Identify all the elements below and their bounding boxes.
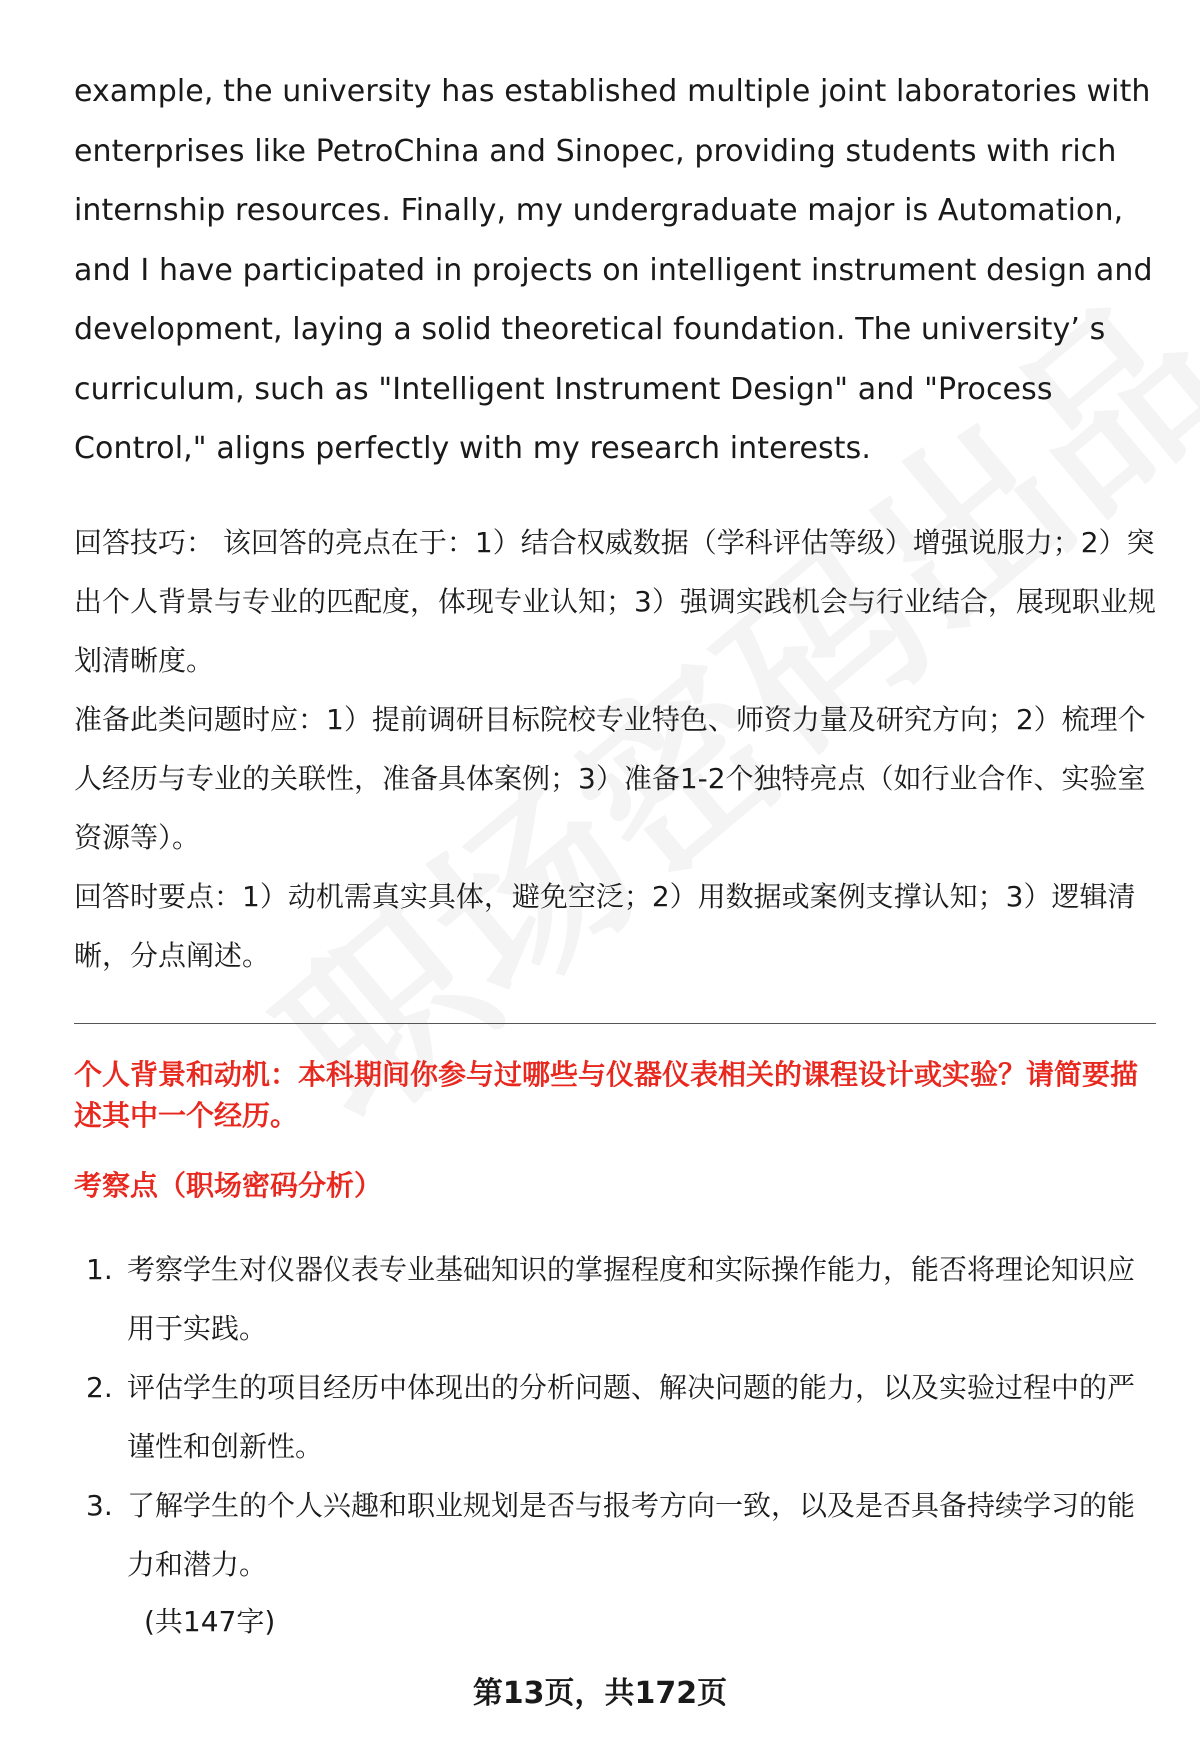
question-heading: 个人背景和动机：本科期间你参与过哪些与仪器仪表相关的课程设计或实验？请简要描述其中一个经历。 [74,1057,1139,1132]
list-item-number: 1. [86,1252,113,1286]
page-number-footer: 第13页，共172页 [472,1676,728,1711]
tips-paragraph-key-points: 回答时要点：1）动机需真实具体，避免空泛；2）用数据或案例支撑认知；3）逻辑清晰，分点阐述。 [74,879,1136,972]
list-item-number: 3. [86,1488,113,1522]
list-item-number: 2. [86,1370,113,1404]
answer-tips-block [74,513,1156,985]
document-page [74,62,1156,1644]
list-item-text: 评估学生的项目经历中体现出的分析问题、解决问题的能力，以及实验过程中的严谨性和创新性。 [127,1370,1136,1463]
tips-paragraph-preparation: 准备此类问题时应：1）提前调研目标院校专业特色、师资力量及研究方向；2）梳理个人经历与专业的关联性，准备具体案例；3）准备1-2个独特亮点（如行业合作、实验室资源等）。 [74,702,1146,854]
list-item [74,1358,1156,1476]
english-paragraph: example, the university has established multiple joint laboratories with enterprises like PetroChina and Sinopec, providing students with rich internship resources. Finally, my undergraduate major is Automation, and I have participated in projects on intelligent instrument design and development, laying a solid theoretical foundation. The university’ s curriculum, such as "Intelligent Instrument Design" and "Process Control," aligns perfectly with my research interests. [74,74,1153,466]
character-count: (共147字) [144,1604,276,1638]
assessment-points-title: 考察点（职场密码分析） [74,1168,383,1202]
list-item [74,1240,1156,1358]
list-item-text: 了解学生的个人兴趣和职业规划是否与报考方向一致，以及是否具备持续学习的能力和潜力。 [127,1488,1136,1581]
list-item-text: 考察学生对仪器仪表专业基础知识的掌握程度和实际操作能力，能否将理论知识应用于实践。 [127,1252,1136,1345]
tips-paragraph-answer-skills: 回答技巧： 该回答的亮点在于：1）结合权威数据（学科评估等级）增强说服力；2）突出个人背景与专业的匹配度，体现专业认知；3）强调实践机会与行业结合，展现职业规划清晰度。 [74,525,1156,677]
list-item [74,1476,1156,1594]
assessment-points-list [74,1240,1156,1594]
section-divider [74,1023,1156,1024]
